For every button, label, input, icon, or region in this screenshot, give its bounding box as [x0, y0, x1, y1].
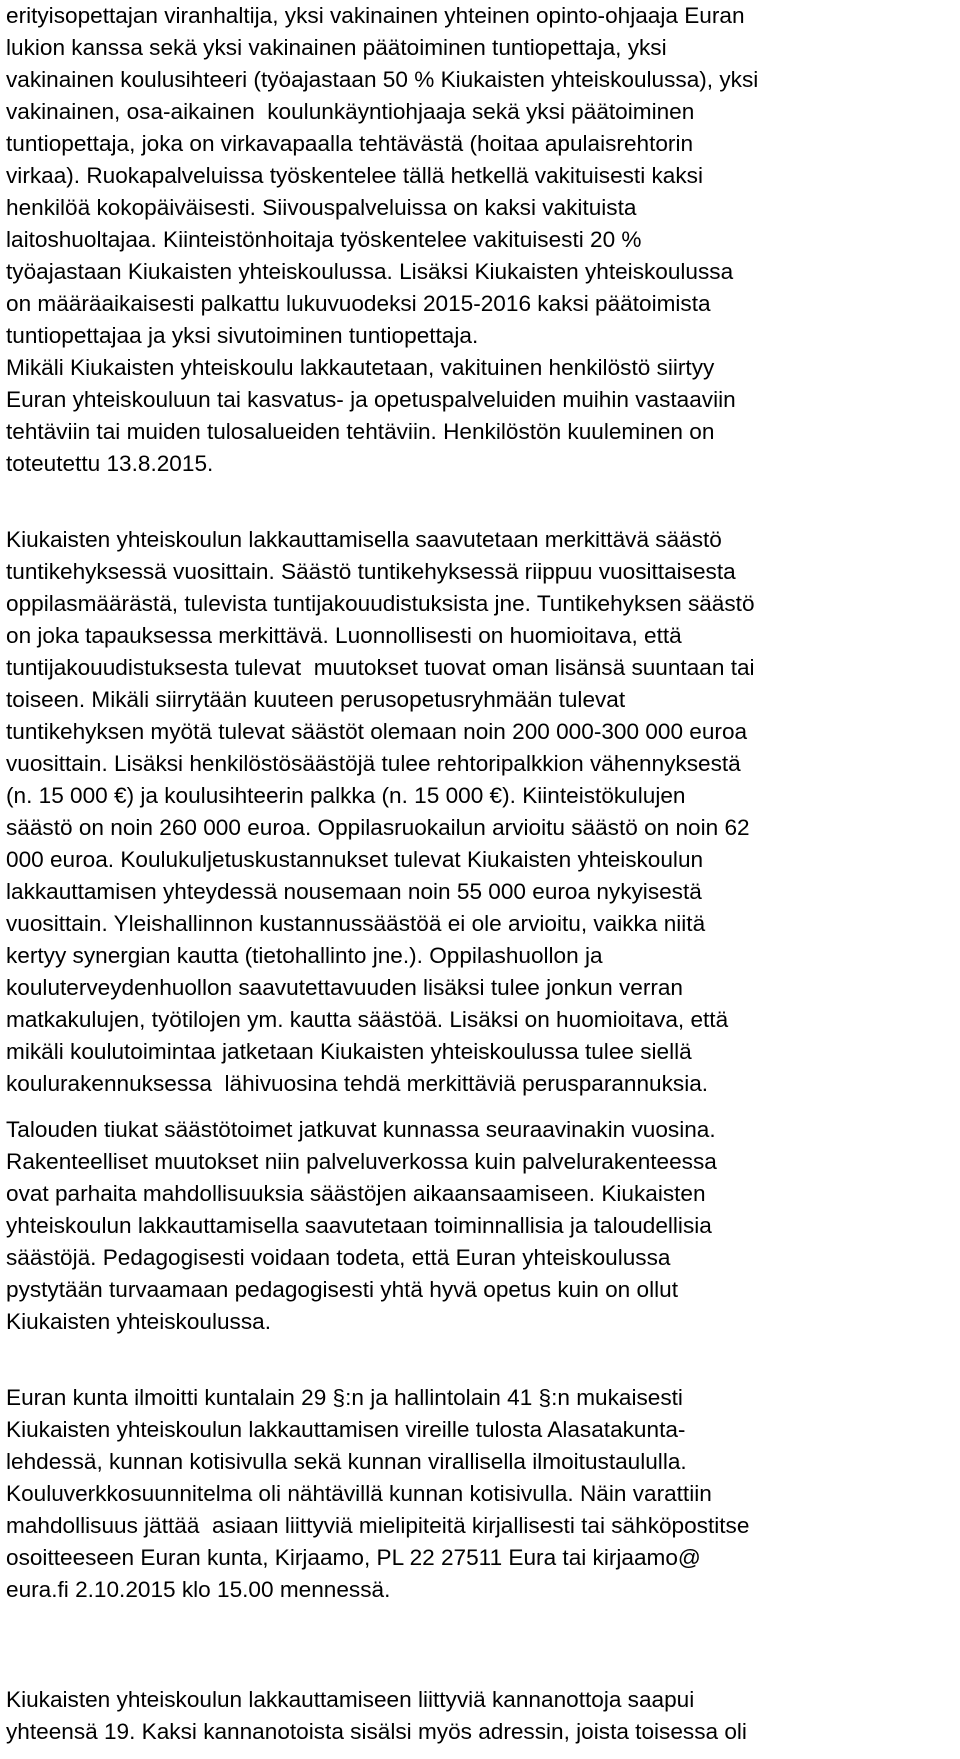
text-line: koulurakennuksessa lähivuosina tehdä merkittäviä perusparannuksia.	[6, 1071, 709, 1096]
text-line: Euran yhteiskouluun tai kasvatus- ja opetuspalveluiden muihin vastaaviin	[6, 387, 736, 412]
paragraph-staff	[6, 0, 954, 480]
text-line: tuntiopettaja, joka on virkavapaalla tehtävästä (hoitaa apulaisrehtorin	[6, 131, 694, 156]
text-line: lakkauttamisen yhteydessä nousemaan noin 55 000 euroa nykyisestä	[6, 879, 702, 904]
paragraph-savings	[6, 524, 954, 1100]
text-line: säästöjä. Pedagogisesti voidaan todeta, että Euran yhteiskoulussa	[6, 1245, 671, 1270]
text-line: Kiukaisten yhteiskoulun lakkauttamiseen liittyviä kannanottoja saapui	[6, 1687, 695, 1712]
paragraph-notice	[6, 1382, 954, 1606]
text-line: vuosittain. Lisäksi henkilöstösäästöjä tulee rehtoripalkkion vähennyksestä	[6, 751, 741, 776]
text-line: kertyy synergian kautta (tietohallinto jne.). Oppilashuollon ja	[6, 943, 603, 968]
text-line: työajastaan Kiukaisten yhteiskoulussa. Lisäksi Kiukaisten yhteiskoulussa	[6, 259, 734, 284]
text-line: Kiukaisten yhteiskoulun lakkauttamisen vireille tulosta Alasatakunta-	[6, 1417, 686, 1442]
text-line: mahdollisuus jättää asiaan liittyviä mielipiteitä kirjallisesti tai sähköpostitse	[6, 1513, 750, 1538]
paragraph-statements	[6, 1684, 954, 1748]
text-line: on määräaikaisesti palkattu lukuvuodeksi 2015-2016 kaksi päätoimista	[6, 291, 711, 316]
text-line: tuntikehyksen myötä tulevat säästöt olemaan noin 200 000-300 000 euroa	[6, 719, 748, 744]
text-line: pystytään turvaamaan pedagogisesti yhtä hyvä opetus kuin on ollut	[6, 1277, 678, 1302]
text-line: vakinainen koulusihteeri (työajastaan 50 % Kiukaisten yhteiskoulussa), yksi	[6, 67, 759, 92]
paragraph-economy	[6, 1114, 954, 1338]
text-line: tehtäviin tai muiden tulosalueiden tehtäviin. Henkilöstön kuuleminen on	[6, 419, 715, 444]
text-line: 000 euroa. Koulukuljetuskustannukset tulevat Kiukaisten yhteiskoulun	[6, 847, 704, 872]
text-line: tuntiopettajaa ja yksi sivutoiminen tuntiopettaja.	[6, 323, 479, 348]
text-line: lukion kanssa sekä yksi vakinainen päätoiminen tuntiopettaja, yksi	[6, 35, 667, 60]
text-line: eura.fi 2.10.2015 klo 15.00 mennessä.	[6, 1577, 391, 1602]
text-line: yhteiskoulun lakkauttamisella saavutetaan toiminnallisia ja taloudellisia	[6, 1213, 712, 1238]
text-line: osoitteeseen Euran kunta, Kirjaamo, PL 22 27511 Eura tai kirjaamo@	[6, 1545, 701, 1570]
text-line: virkaa). Ruokapalveluissa työskentelee tällä hetkellä vakituisesti kaksi	[6, 163, 703, 188]
text-line: säästö on noin 260 000 euroa. Oppilasruokailun arvioitu säästö on noin 62	[6, 815, 750, 840]
text-line: (n. 15 000 €) ja koulusihteerin palkka (n. 15 000 €). Kiinteistökulujen	[6, 783, 686, 808]
text-line: laitoshuoltajaa. Kiinteistönhoitaja työskentelee vakituisesti 20 %	[6, 227, 642, 252]
text-line: oppilasmäärästä, tulevista tuntijakouudistuksista jne. Tuntikehyksen säästö	[6, 591, 755, 616]
text-line: kouluterveydenhuollon saavutettavuuden lisäksi tulee jonkun verran	[6, 975, 683, 1000]
text-line: mikäli koulutoimintaa jatketaan Kiukaisten yhteiskoulussa tulee siellä	[6, 1039, 692, 1064]
text-line: toteutettu 13.8.2015.	[6, 451, 214, 476]
text-line: erityisopettajan viranhaltija, yksi vakinainen yhteinen opinto-ohjaaja Euran	[6, 3, 745, 28]
text-line: Mikäli Kiukaisten yhteiskoulu lakkautetaan, vakituinen henkilöstö siirtyy	[6, 355, 715, 380]
text-line: lehdessä, kunnan kotisivulla sekä kunnan virallisella ilmoitustaululla.	[6, 1449, 687, 1474]
text-line: on joka tapauksessa merkittävä. Luonnollisesti on huomioitava, että	[6, 623, 682, 648]
text-line: vakinainen, osa-aikainen koulunkäyntiohjaaja sekä yksi päätoiminen	[6, 99, 695, 124]
text-line: Talouden tiukat säästötoimet jatkuvat kunnassa seuraavinakin vuosina.	[6, 1117, 716, 1142]
text-line: Rakenteelliset muutokset niin palveluverkossa kuin palvelurakenteessa	[6, 1149, 717, 1174]
text-line: toiseen. Mikäli siirrytään kuuteen perusopetusryhmään tulevat	[6, 687, 626, 712]
text-line: ovat parhaita mahdollisuuksia säästöjen aikaansaamiseen. Kiukaisten	[6, 1181, 706, 1206]
text-line: Kouluverkkosuunnitelma oli nähtävillä kunnan kotisivulla. Näin varattiin	[6, 1481, 712, 1506]
text-line: Kiukaisten yhteiskoulussa.	[6, 1309, 271, 1334]
text-line: Euran kunta ilmoitti kuntalain 29 §:n ja hallintolain 41 §:n mukaisesti	[6, 1385, 683, 1410]
text-line: tuntijakouudistuksesta tulevat muutokset tuovat oman lisänsä suuntaan tai	[6, 655, 755, 680]
text-line: tuntikehyksessä vuosittain. Säästö tuntikehyksessä riippuu vuosittaisesta	[6, 559, 736, 584]
text-line: yhteensä 19. Kaksi kannanotoista sisälsi myös adressin, joista toisessa oli	[6, 1719, 747, 1744]
text-line: Kiukaisten yhteiskoulun lakkauttamisella saavutetaan merkittävä säästö	[6, 527, 722, 552]
text-line: matkakulujen, työtilojen ym. kautta säästöä. Lisäksi on huomioitava, että	[6, 1007, 729, 1032]
text-line: vuosittain. Yleishallinnon kustannussäästöä ei ole arvioitu, vaikka niitä	[6, 911, 706, 936]
text-line: henkilöä kokopäiväisesti. Siivouspalveluissa on kaksi vakituista	[6, 195, 637, 220]
